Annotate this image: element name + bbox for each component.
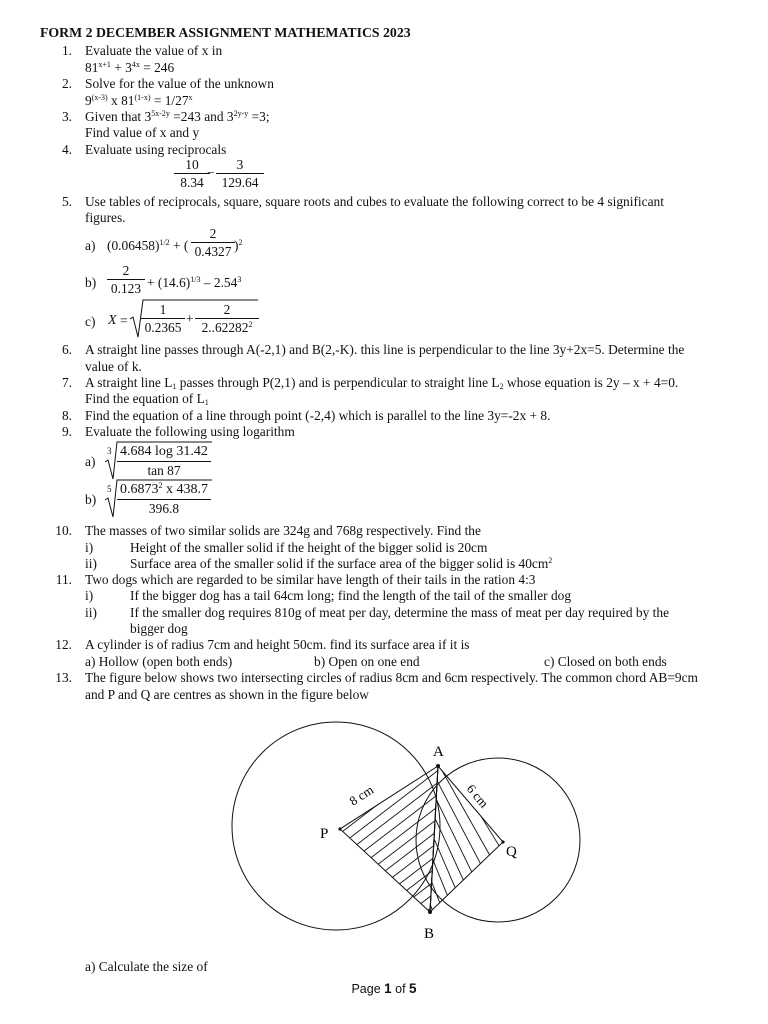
question-text: Solve for the value of the unknown bbox=[85, 76, 274, 91]
question-text: Use tables of reciprocals, square, square roots and cubes to evaluate the following correct to be 4 significant bbox=[85, 194, 664, 209]
big-circle bbox=[232, 722, 440, 930]
sub-question-text: Height of the smaller solid if the height of the bigger solid is 20cm bbox=[130, 540, 488, 555]
sub-label: i) bbox=[85, 540, 94, 555]
question-number: 5. bbox=[61, 194, 72, 209]
sub-label: ii) bbox=[85, 605, 97, 620]
question-text: Given that $3^{5x-2y} =243$ and $3^{2y-y} =3$; bbox=[85, 109, 270, 124]
sub-label: b) bbox=[85, 275, 97, 290]
question-text-line2: Find value of x and y bbox=[85, 125, 200, 140]
page-title: FORM 2 DECEMBER ASSIGNMENT MATHEMATICS 2023 bbox=[40, 25, 411, 40]
label-q: Q bbox=[506, 844, 517, 860]
label-b: B bbox=[424, 926, 435, 942]
question-text: A straight line passes through A(-2,1) and B(2,-K). this line is perpendicular to the line 3y+2x=5. Determine the bbox=[85, 342, 685, 357]
point-p bbox=[338, 827, 341, 830]
label-a: A bbox=[433, 744, 444, 760]
question-number: 11. bbox=[55, 572, 72, 587]
fraction: $\frac{2}{0.123}$ bbox=[107, 264, 145, 296]
question-text: Evaluate the value of x in bbox=[85, 43, 223, 58]
fraction: $\frac{4.684 \log 31.42}{\tan 87}$ bbox=[117, 445, 211, 477]
fraction: $\frac{2}{2..62282^2}$ bbox=[195, 303, 259, 335]
question-text: A cylinder is of radius 7cm and height 50cm. find its surface area if it is bbox=[85, 637, 470, 652]
sub-label: b) bbox=[85, 492, 97, 507]
sub-label: ii) bbox=[85, 556, 97, 571]
root-index: 3 bbox=[107, 446, 112, 456]
equation: 9$^{(x-3)}$ x $81^{(1-x)} = 1/27^x$ bbox=[85, 93, 193, 108]
question-number: 3. bbox=[61, 109, 72, 124]
page-footer: Page 1 of 5 bbox=[351, 981, 417, 996]
question-number: 4. bbox=[61, 142, 72, 157]
expression: )$^2$ bbox=[234, 238, 243, 253]
question-number: 12. bbox=[55, 637, 72, 652]
fraction: $\frac{10}{8.34}$ bbox=[174, 158, 210, 190]
question-number: 10. bbox=[55, 523, 72, 538]
question-text: Evaluate the following using logarithm bbox=[85, 424, 295, 439]
question-text-line2: figures. bbox=[85, 210, 126, 225]
question-number: 2. bbox=[61, 76, 72, 91]
option-b: b) Open on one end bbox=[314, 654, 420, 669]
sub-label: a) bbox=[85, 454, 96, 469]
fraction: $\frac{3}{129.64}$ bbox=[216, 158, 264, 190]
equation: $81^{x+1} + 3^{4x} = 246$ bbox=[85, 60, 175, 75]
sub-question-text: If the smaller dog requires 810g of meat per day, determine the mass of meat per day required by the bbox=[130, 605, 670, 620]
sub-question-text: If the bigger dog has a tail 64cm long; find the length of the tail of the smaller dog bbox=[130, 588, 572, 603]
radius-label-6cm: 6 cm bbox=[463, 781, 492, 811]
fraction: $\frac{0.6873^2 x 438.7}{396.8}$ bbox=[117, 483, 211, 515]
question-text-line2: value of k. bbox=[85, 359, 142, 374]
sub-question-a: a) Calculate the size of bbox=[85, 959, 208, 974]
radius-label-8cm: 8 cm bbox=[346, 781, 377, 809]
point-q bbox=[501, 840, 504, 843]
question-number: 6. bbox=[61, 342, 72, 357]
sub-label: a) bbox=[85, 238, 96, 253]
expression: + $(14.6)^{1/3} - 2.54^3$ bbox=[147, 275, 242, 290]
question-text: The masses of two similar solids are 324g and 768g respectively. Find the bbox=[85, 523, 481, 538]
sub-question-text: Surface area of the smaller solid if the surface area of the bigger solid is $40cm^2$ bbox=[130, 556, 553, 571]
option-c: c) Closed on both ends bbox=[544, 654, 667, 669]
minus-sign: − bbox=[207, 165, 215, 180]
root-index: 5 bbox=[107, 484, 112, 494]
sub-label: i) bbox=[85, 588, 94, 603]
question-text: Evaluate using reciprocals bbox=[85, 142, 227, 157]
question-text: A straight line $L_1$ passes through P(2,1) and is perpendicular to straight line $L_2$ whose equation is 2y – x + 4=0. bbox=[85, 375, 679, 391]
question-text-line2: Find the equation of $L_1$ bbox=[85, 391, 209, 407]
question-number: 1. bbox=[61, 43, 72, 58]
small-circle bbox=[416, 758, 580, 922]
question-number: 8. bbox=[61, 408, 72, 423]
sub-question-text-line2: bigger dog bbox=[130, 621, 188, 636]
expression: $(0.06458)^{1/2}$ + ( bbox=[107, 238, 189, 253]
question-text: The figure below shows two intersecting circles of radius 8cm and 6cm respectively. The common chord AB=9cm bbox=[85, 670, 698, 685]
plus-sign: + bbox=[186, 311, 194, 326]
fraction: $\frac{1}{0.2365}$ bbox=[141, 303, 185, 335]
question-text: Two dogs which are regarded to be similar have length of their tails in the ration 4:3 bbox=[85, 572, 536, 587]
question-text: Find the equation of a line through point (-2,4) which is parallel to the line 3y=-2x + 8. bbox=[85, 408, 551, 423]
variable: X bbox=[108, 313, 117, 328]
point-b bbox=[428, 910, 432, 914]
fraction: $\frac{2}{0.4327}$ bbox=[191, 227, 235, 259]
question-number: 7. bbox=[61, 375, 72, 390]
equals-sign: = bbox=[120, 313, 128, 328]
point-a bbox=[436, 764, 440, 768]
question-text-line2: and P and Q are centres as shown in the figure below bbox=[85, 687, 369, 702]
sub-label: c) bbox=[85, 314, 96, 329]
label-p: P bbox=[320, 826, 329, 842]
question-number: 13. bbox=[55, 670, 72, 685]
question-number: 9. bbox=[61, 424, 72, 439]
option-a: a) Hollow (open both ends) bbox=[85, 654, 233, 669]
